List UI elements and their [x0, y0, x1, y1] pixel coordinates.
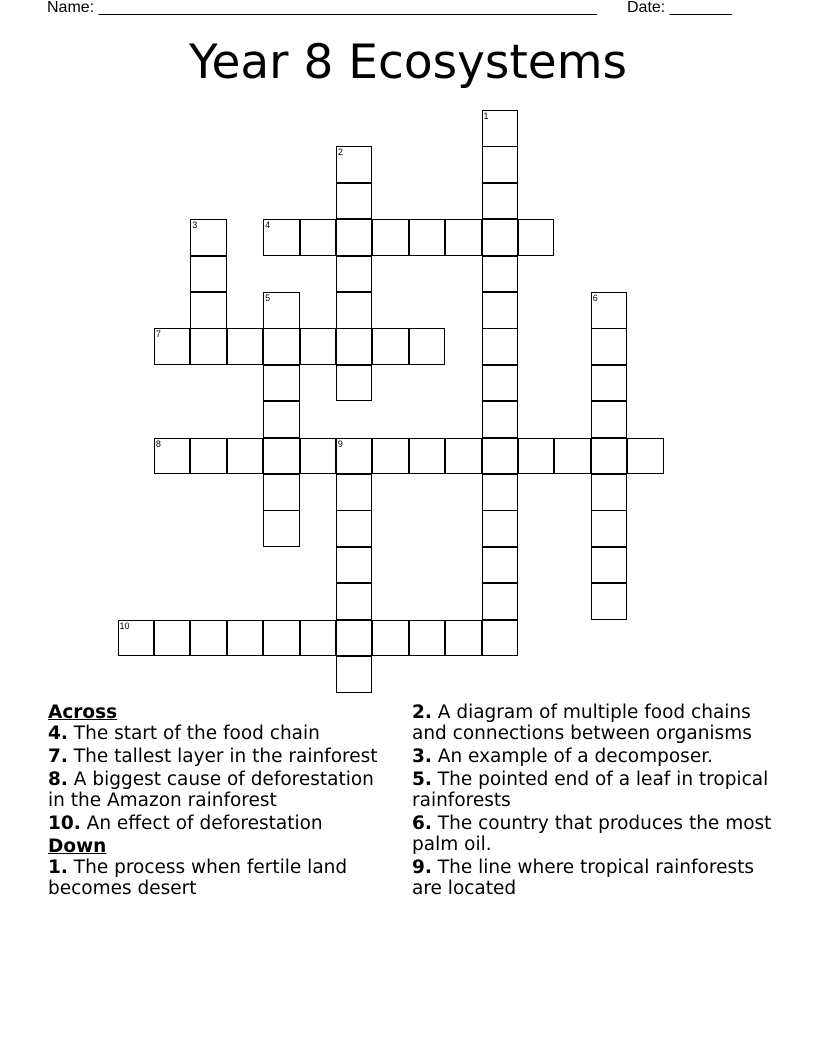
grid-cell[interactable]: [591, 401, 628, 438]
clue-down-1: 1. The process when fertile land becomes desert: [48, 857, 348, 899]
grid-cell[interactable]: [591, 365, 628, 402]
grid-cell[interactable]: [591, 292, 628, 329]
grid-cell[interactable]: [300, 438, 337, 475]
grid-cell[interactable]: [336, 183, 373, 220]
grid-cell[interactable]: [263, 219, 300, 256]
grid-cell[interactable]: [445, 219, 482, 256]
clue-number: 3: [192, 220, 198, 231]
grid-cell[interactable]: [372, 328, 409, 365]
grid-cell[interactable]: [263, 401, 300, 438]
grid-cell[interactable]: [227, 620, 264, 657]
clue-across-7: 7. The tallest layer in the rainforest: [48, 746, 378, 767]
grid-cell[interactable]: [554, 438, 591, 475]
grid-cell[interactable]: [263, 510, 300, 547]
grid-cell[interactable]: [336, 365, 373, 402]
clues-column-right: [412, 702, 772, 901]
grid-cell[interactable]: [336, 583, 373, 620]
grid-cell[interactable]: [263, 365, 300, 402]
grid-cell[interactable]: [591, 438, 628, 475]
grid-cell[interactable]: [518, 219, 555, 256]
grid-cell[interactable]: [482, 110, 519, 147]
grid-cell[interactable]: [482, 510, 519, 547]
grid-cell[interactable]: [300, 328, 337, 365]
grid-cell[interactable]: [190, 620, 227, 657]
grid-cell[interactable]: [482, 474, 519, 511]
clue-number: 9: [337, 438, 343, 449]
grid-cell[interactable]: [336, 328, 373, 365]
grid-cell[interactable]: [372, 620, 409, 657]
grid-cell[interactable]: [263, 328, 300, 365]
grid-cell[interactable]: [482, 547, 519, 584]
across-heading: Across: [48, 702, 118, 723]
grid-cell[interactable]: [482, 328, 519, 365]
grid-cell[interactable]: [482, 620, 519, 657]
grid-cell[interactable]: [336, 292, 373, 329]
grid-cell[interactable]: [409, 438, 446, 475]
grid-cell[interactable]: [263, 474, 300, 511]
grid-cell[interactable]: [482, 401, 519, 438]
clue-number: 6: [592, 293, 598, 303]
grid-cell[interactable]: [336, 219, 373, 256]
grid-cell[interactable]: [372, 219, 409, 256]
grid-cell[interactable]: [591, 474, 628, 511]
grid-cell[interactable]: [482, 219, 519, 256]
grid-cell[interactable]: [445, 438, 482, 475]
grid-cell[interactable]: [263, 438, 300, 475]
grid-cell[interactable]: [336, 547, 373, 584]
grid-cell[interactable]: [482, 365, 519, 402]
grid-cell[interactable]: [263, 620, 300, 657]
clue-number: 8: [155, 438, 161, 449]
grid-cell[interactable]: [336, 438, 373, 475]
clue-down-6: 6. The country that produces the most palm oil.: [412, 813, 772, 855]
grid-cell[interactable]: [591, 328, 628, 365]
clue-number: 10: [119, 620, 130, 631]
clue-across-10: 10. An effect of deforestation: [48, 813, 323, 834]
grid-cell[interactable]: [190, 292, 227, 329]
grid-cell[interactable]: [482, 583, 519, 620]
clue-number: 5: [265, 293, 271, 303]
clue-number: 1: [483, 111, 489, 121]
grid-cell[interactable]: [154, 328, 191, 365]
grid-cell[interactable]: [190, 256, 227, 293]
name-field-label: Name: ________________________________________________________: [47, 0, 597, 16]
clue-down-3: 3. An example of a decomposer.: [412, 746, 713, 767]
grid-cell[interactable]: [409, 620, 446, 657]
clue-number: 4: [265, 220, 271, 231]
grid-cell[interactable]: [154, 438, 191, 475]
clue-down-5: 5. The pointed end of a leaf in tropical rainforests: [412, 769, 769, 811]
grid-cell[interactable]: [190, 219, 227, 256]
grid-cell[interactable]: [263, 292, 300, 329]
clue-across-4: 4. The start of the food chain: [48, 723, 320, 744]
grid-cell[interactable]: [591, 510, 628, 547]
clue-down-9: 9. The line where tropical rainforests are located: [412, 857, 754, 899]
grid-cell[interactable]: [190, 438, 227, 475]
clues-column-left: [48, 702, 388, 901]
grid-cell[interactable]: [482, 292, 519, 329]
clue-number: 2: [337, 147, 343, 158]
clue-number: 7: [155, 329, 161, 340]
grid-cell[interactable]: [336, 146, 373, 183]
grid-cell[interactable]: [336, 474, 373, 511]
grid-cell[interactable]: [300, 219, 337, 256]
date-field-label: Date: _______: [627, 0, 732, 16]
grid-cell[interactable]: [482, 256, 519, 293]
grid-cell[interactable]: [482, 438, 519, 475]
grid-cell[interactable]: [482, 146, 519, 183]
down-heading: Down: [48, 836, 107, 857]
grid-cell[interactable]: [336, 510, 373, 547]
grid-cell[interactable]: [518, 438, 555, 475]
grid-cell[interactable]: [227, 328, 264, 365]
grid-cell[interactable]: [372, 438, 409, 475]
grid-cell[interactable]: [336, 656, 373, 693]
page-title: Year 8 Ecosystems: [189, 35, 627, 90]
grid-cell[interactable]: [627, 438, 664, 475]
grid-cell[interactable]: [227, 438, 264, 475]
grid-cell[interactable]: [409, 219, 446, 256]
grid-cell[interactable]: [445, 620, 482, 657]
grid-cell[interactable]: [190, 328, 227, 365]
grid-cell[interactable]: [300, 620, 337, 657]
clue-down-2: 2. A diagram of multiple food chains and connections between organisms: [412, 702, 752, 744]
grid-cell[interactable]: [409, 328, 446, 365]
clue-across-8: 8. A biggest cause of deforestation in the Amazon rainforest: [48, 769, 374, 811]
grid-cell[interactable]: [591, 583, 628, 620]
grid-cell[interactable]: [336, 256, 373, 293]
grid-cell[interactable]: [591, 547, 628, 584]
grid-cell[interactable]: [336, 620, 373, 657]
grid-cell[interactable]: [482, 183, 519, 220]
grid-cell[interactable]: [154, 620, 191, 657]
grid-cell[interactable]: [118, 620, 155, 657]
